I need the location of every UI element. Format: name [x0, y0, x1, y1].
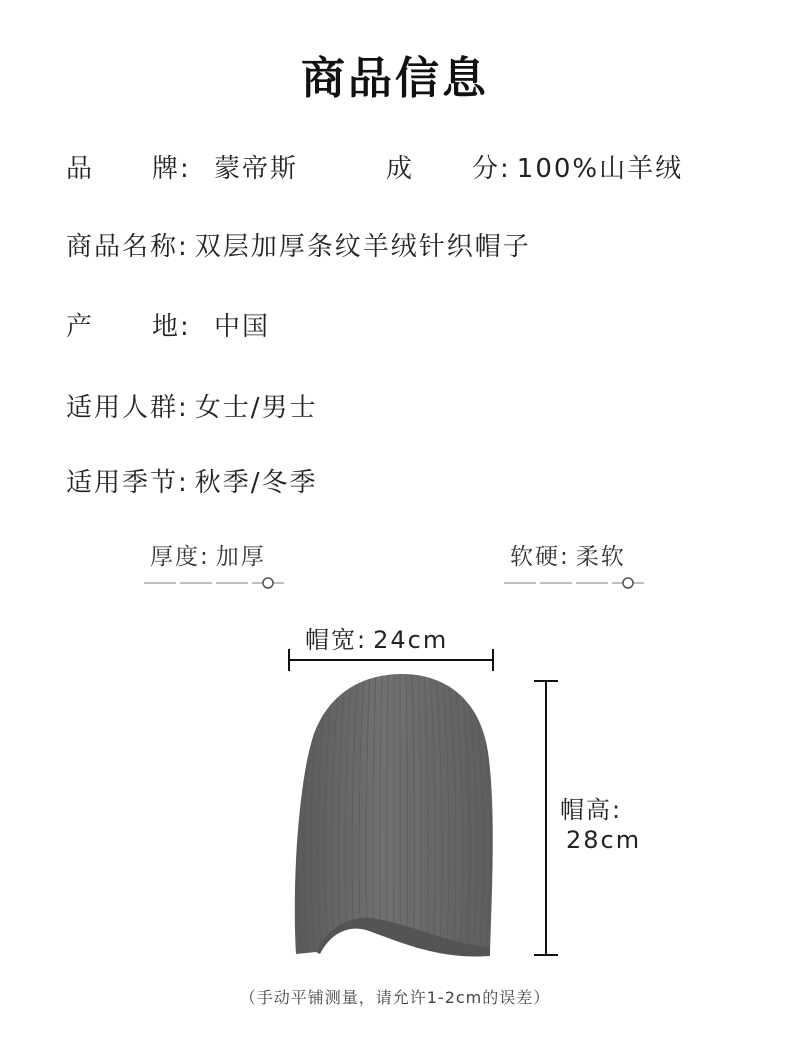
- softness-attribute: [510, 538, 626, 571]
- season-separator: :: [178, 468, 189, 498]
- scale-marker: [623, 578, 633, 588]
- thickness-separator: :: [200, 544, 210, 570]
- height-value: 28cm: [566, 826, 642, 854]
- width-label: 帽宽: [305, 626, 357, 654]
- info-row-name: [66, 226, 531, 263]
- brand-value: 蒙帝斯: [214, 154, 299, 184]
- audience-value: 女士/男士: [194, 393, 318, 423]
- audience-separator: :: [178, 393, 189, 423]
- measurement-footnote: （手动平铺测量，请允许1-2cm的误差）: [239, 988, 551, 1007]
- hat-image: [286, 668, 506, 964]
- season-label: 适用季节: [66, 468, 179, 498]
- rib-line: [286, 668, 292, 964]
- info-row-origin: [66, 306, 197, 343]
- scale-marker: [263, 578, 273, 588]
- audience-label: 适用人群: [66, 393, 179, 423]
- rib-line: [400, 668, 401, 964]
- softness-separator: :: [560, 544, 570, 570]
- thickness-label: 厚度: [150, 544, 200, 570]
- thickness-scale: [142, 576, 292, 590]
- thickness-value: 加厚: [215, 544, 266, 570]
- info-row-brand: [66, 148, 216, 185]
- brand-label-b: 牌: [152, 154, 181, 184]
- page-title: 商品信息: [301, 53, 489, 104]
- origin-label-b: 地: [152, 312, 181, 342]
- origin-value: 中国: [214, 312, 271, 342]
- softness-value: 柔软: [575, 544, 626, 570]
- rib-line: [502, 668, 506, 964]
- season-value: 秋季/冬季: [194, 468, 318, 498]
- height-dimension-line: [530, 676, 560, 960]
- brand-label-a: 品: [66, 154, 95, 184]
- thickness-attribute: [150, 538, 266, 571]
- info-row-audience: [66, 387, 318, 424]
- info-row-composition: [386, 148, 683, 185]
- composition-separator: :: [500, 154, 511, 184]
- name-value: 双层加厚条纹羊绒针织帽子: [194, 232, 531, 262]
- softness-label: 软硬: [510, 544, 560, 570]
- origin-separator: :: [180, 312, 191, 342]
- name-label: 商品名称: [66, 232, 179, 262]
- softness-scale: [502, 576, 652, 590]
- brand-separator: :: [180, 154, 191, 184]
- origin-label-a: 产: [66, 312, 95, 342]
- width-value: 24cm: [373, 626, 449, 654]
- width-separator: :: [357, 626, 368, 654]
- height-measurement-label-top: [560, 790, 622, 825]
- height-label: 帽高: [560, 796, 612, 824]
- info-row-season: [66, 462, 318, 499]
- composition-label-a: 成: [386, 154, 415, 184]
- rib-line: [496, 668, 506, 964]
- composition-value: 100%山羊绒: [516, 154, 684, 184]
- composition-label-b: 分: [472, 154, 501, 184]
- height-separator: :: [612, 796, 623, 824]
- name-separator: :: [178, 232, 189, 262]
